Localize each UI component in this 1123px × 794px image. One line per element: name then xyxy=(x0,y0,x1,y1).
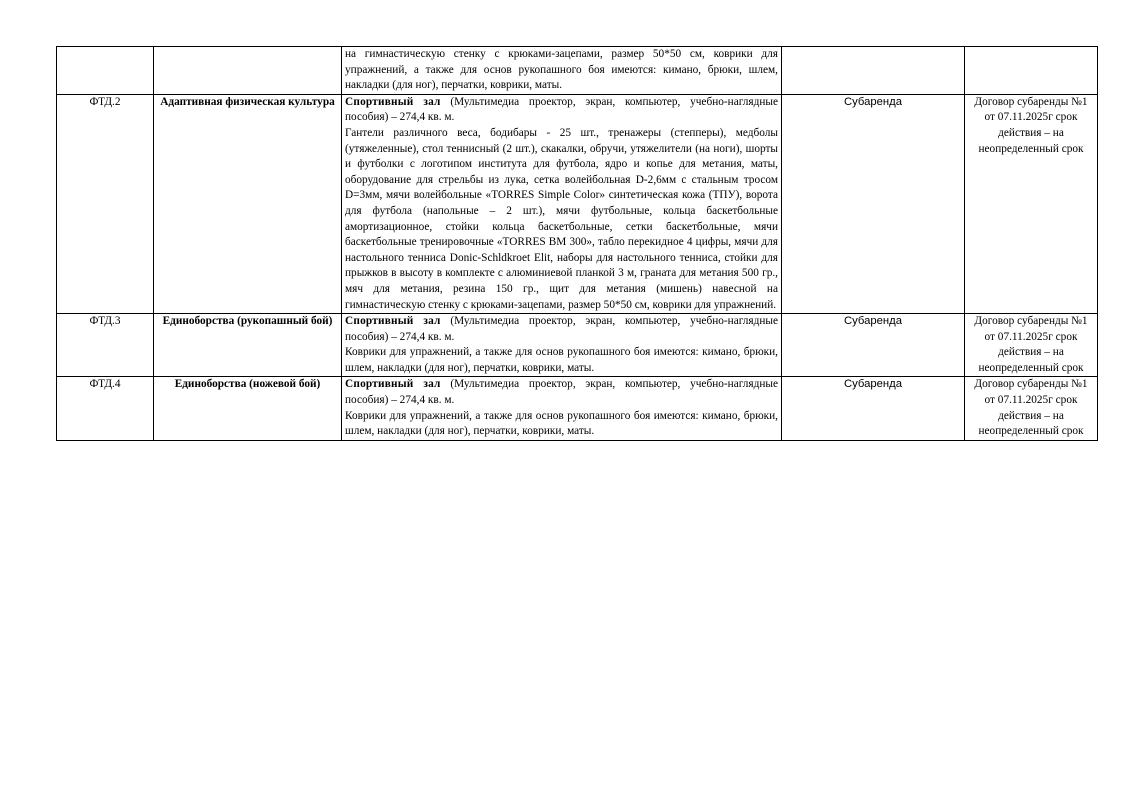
equipment-paragraph: Коврики для упражнений, а также для основ рукопашного боя имеются: кимано, брюки, шлем, накладки (для ног), перчатки, коврики, маты. xyxy=(345,346,778,374)
equipment-paragraph: Коврики для упражнений, а также для основ рукопашного боя имеются: кимано, брюки, шлем, накладки (для ног), перчатки, коврики, маты. xyxy=(345,409,778,438)
equipment-description xyxy=(342,314,782,377)
equipment-description xyxy=(342,377,782,440)
room-title: Спортивный зал xyxy=(345,378,441,391)
discipline-code xyxy=(57,47,154,95)
room-title: Спортивный зал xyxy=(345,315,441,328)
discipline-code: ФТД.4 xyxy=(57,377,154,440)
table-row xyxy=(57,47,1098,95)
discipline-code: ФТД.2 xyxy=(57,94,154,313)
room-summary xyxy=(345,377,778,408)
ownership-status: Субаренда xyxy=(782,94,965,313)
room-summary xyxy=(345,95,778,126)
table-row xyxy=(57,314,1098,377)
room-details: (Мультимедиа проектор, экран, компьютер, учебно-наглядные пособия) – 274,4 кв. м. xyxy=(345,315,778,343)
contract-reference: Договор субаренды №1 от 07.11.2025г срок действия – на неопределенный срок xyxy=(965,314,1098,377)
discipline-name xyxy=(154,47,342,95)
table-row xyxy=(57,377,1098,440)
discipline-name: Адаптивная физическая культура xyxy=(154,94,342,313)
contract-reference xyxy=(965,47,1098,95)
discipline-name: Единоборства (ножевой бой) xyxy=(154,377,342,440)
room-title: Спортивный зал xyxy=(345,95,441,108)
contract-reference: Договор субаренды №1 от 07.11.2025г срок действия – на неопределенный срок xyxy=(965,94,1098,313)
room-summary xyxy=(345,314,778,345)
room-details: (Мультимедиа проектор, экран, компьютер, учебно-наглядные пособия) – 274,4 кв. м. xyxy=(345,378,778,407)
facilities-table xyxy=(56,46,1098,441)
equipment-paragraph: на гимнастическую стенку с крюками-зацепами, размер 50*50 см, коврики для упражнений, а также для основ рукопашного боя имеются: кимано, брюки, шлем, накладки (для ног), перчатки, коврики, маты. xyxy=(345,48,778,92)
ownership-status: Субаренда xyxy=(782,314,965,377)
ownership-status xyxy=(782,47,965,95)
ownership-status: Субаренда xyxy=(782,377,965,440)
discipline-name: Единоборства (рукопашный бой) xyxy=(154,314,342,377)
equipment-description xyxy=(342,94,782,313)
equipment-description xyxy=(342,47,782,95)
equipment-paragraph: Гантели различного веса, бодибары - 25 шт., тренажеры (степперы), медболы (утяжеленные), стол теннисный (2 шт.), скакалки, обручи, утяжелители (на ноги), шорты и футболки с логотипом института для футбола, ядро и копье для метания, маты, оборудование для стрельбы из лука, сетка волейбольная D-2,6мм с стальным тросом D=3мм, мячи волейбольные «TORRES Simple Color» синтетическая кожа (ТПУ), ворота для футбола (напольные – 2 шт.), мячи футбольные, кольца баскетбольные амортизационное, стойки кольца баскетбольные, сетки баскетбольные, мячи баскетбольные тренировочные «TORRES BM 300», табло перекидное 4 цифры, мячи для настольного тенниса Donic-Schldkroet Elit, наборы для настольного тенниса, стойки для прыжков в высоту в комплекте с алюминиевой планкой 3 м, граната для метания 500 гр., мяч для метания, резина 150 гр., щит для метания (мишень) навесной на гимнастическую стенку с крюками-зацепами, размер 50*50 см, коврики для упражнений. xyxy=(345,126,778,311)
room-details: (Мультимедиа проектор, экран, компьютер, учебно-наглядные пособия) – 274,4 кв. м. xyxy=(345,95,778,124)
contract-reference: Договор субаренды №1 от 07.11.2025г срок действия – на неопределенный срок xyxy=(965,377,1098,440)
table-row xyxy=(57,94,1098,313)
discipline-code: ФТД.3 xyxy=(57,314,154,377)
